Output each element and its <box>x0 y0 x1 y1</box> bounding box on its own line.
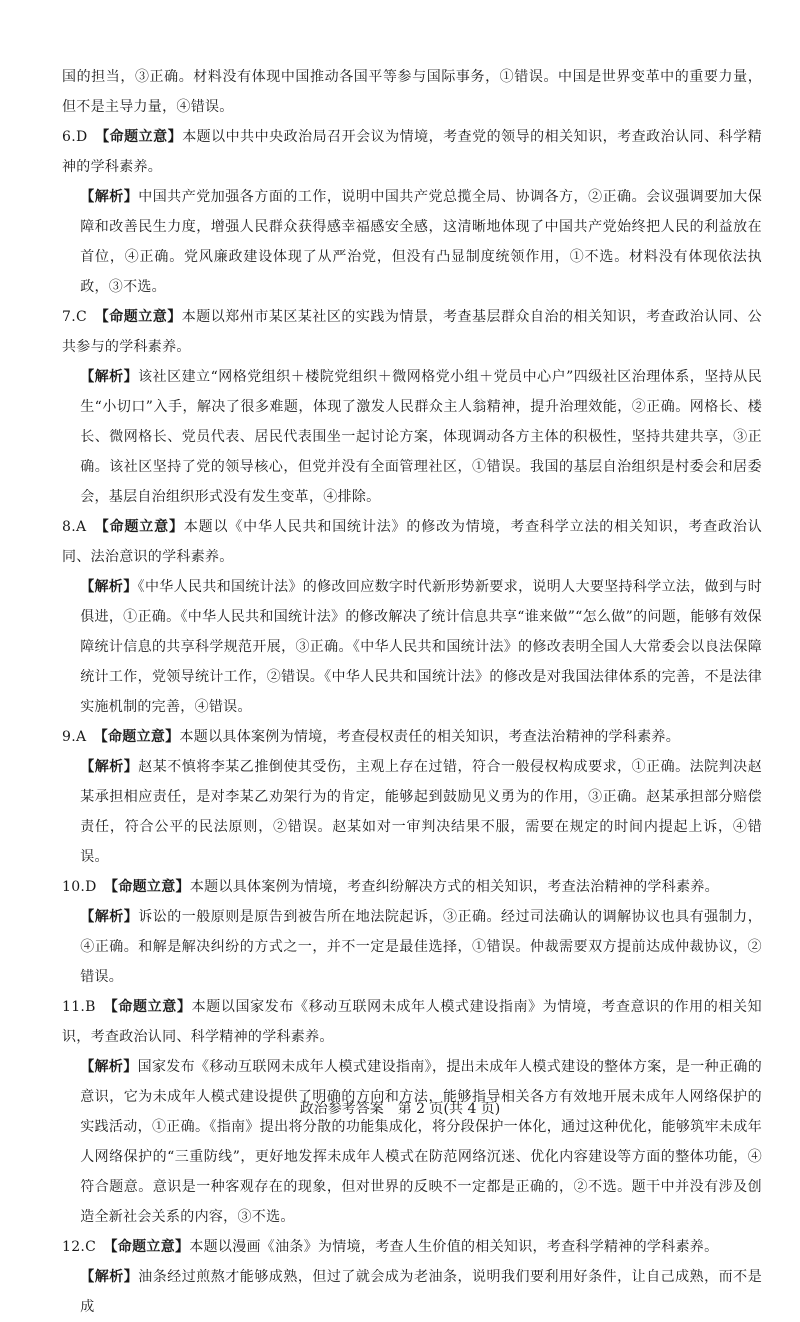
question-header <box>62 512 762 572</box>
answer-item-8 <box>62 512 762 722</box>
intent-tag: 【命题立意】 <box>102 129 183 145</box>
answer-item-7 <box>62 302 762 512</box>
answer-page <box>62 62 762 1322</box>
analysis <box>62 362 762 512</box>
answer-item-10 <box>62 872 762 992</box>
question-number: 11.B <box>62 999 96 1015</box>
analysis <box>62 752 762 872</box>
analysis-tag: 【解析】 <box>80 1059 138 1075</box>
intent-text: 本题以具体案例为情境，考查纠纷解决方式的相关知识，考查法治精神的学科素养。 <box>189 879 719 895</box>
answer-item-6 <box>62 122 762 302</box>
question-header <box>62 872 762 902</box>
answer-item-12 <box>62 1232 762 1322</box>
question-header <box>62 122 762 182</box>
analysis <box>62 1262 762 1322</box>
question-header <box>62 992 762 1052</box>
analysis-tag: 【解析】 <box>80 369 139 385</box>
analysis-text: 中国共产党加强各方面的工作，说明中国共产党总揽全局、协调各方，②正确。会议强调要加大保障和改善民生力度，增强人民群众获得感幸福感安全感，这清晰地体现了中国共产党始终把人民的利益放在首位，④正确。党风廉政建设体现了从严治党，但没有凸显制度统领作用，①不选。材料没有体现依法执政，③不选。 <box>80 189 762 295</box>
analysis-text: 该社区建立“网格党组织＋楼院党组织＋微网格党小组＋党员中心户”四级社区治理体系，坚持从民生“小切口”入手，解决了很多难题，体现了激发人民群众主人翁精神，提升治理效能，②正确。网格长、楼长、微网格长、党员代表、居民代表围坐一起讨论方案，体现调动各方主体的积极性，坚持共建共享，③正确。该社区坚持了党的领导核心，但党并没有全面管理社区，①错误。我国的基层自治组织是村委会和居委会，基层自治组织形式没有发生变革，④排除。 <box>80 369 763 505</box>
analysis <box>62 902 762 992</box>
intro-paragraph: 国的担当，③正确。材料没有体现中国推动各国平等参与国际事务，①错误。中国是世界变革中的重要力量，但不是主导力量，④错误。 <box>62 69 762 115</box>
analysis-text: 油条经过煎熬才能够成熟，但过了就会成为老油条，说明我们要利用好条件，让自己成熟，而不是成 <box>80 1269 762 1315</box>
analysis-text: 《中华人民共和国统计法》的修改回应数字时代新形势新要求，说明人大要坚持科学立法，做到与时俱进，①正确。《中华人民共和国统计法》的修改解决了统计信息共享“谁来做”“怎么做”的问题，能够有效保障统计信息的共享科学规范开展，③正确。《中华人民共和国统计法》的修改表明全国人大常委会以良法保障统计工作，党领导统计工作，②错误。《中华人民共和国统计法》的修改是对我国法律体系的完善，不是法律实施机制的完善，④错误。 <box>80 579 762 715</box>
intent-tag: 【命题立意】 <box>100 729 180 745</box>
page-footer: 政治参考答案 第 2 页(共 4 页) <box>299 1101 501 1117</box>
intent-tag: 【命题立意】 <box>101 309 182 325</box>
analysis-tag: 【解析】 <box>80 759 139 775</box>
question-number: 12.C <box>62 1239 97 1255</box>
analysis-text: 诉讼的一般原则是原告到被告所在地法院起诉，③正确。经过司法确认的调解协议也具有强制力，④正确。和解是解决纠纷的方式之一，并不一定是最佳选择，①错误。仲裁需要双方提前达成仲裁协议，②错误。 <box>80 909 762 985</box>
question-number: 9.A <box>62 729 87 745</box>
analysis <box>62 1052 762 1232</box>
intent-text: 本题以《中华人民共和国统计法》的修改为情境，考查科学立法的相关知识，考查政治认同、法治意识的学科素养。 <box>62 519 762 565</box>
question-number: 6.D <box>62 129 88 145</box>
analysis-tag: 【解析】 <box>80 909 139 925</box>
intent-tag: 【命题立意】 <box>110 1239 190 1255</box>
intent-tag: 【命题立意】 <box>111 879 190 895</box>
intent-text: 本题以国家发布《移动互联网未成年人模式建设指南》为情境，考查意识的作用的相关知识，考查政治认同、科学精神的学科素养。 <box>62 999 762 1045</box>
intent-tag: 【命题立意】 <box>101 519 184 535</box>
analysis <box>62 572 762 722</box>
question-header <box>62 1232 762 1262</box>
question-header <box>62 722 762 752</box>
question-number: 10.D <box>62 879 97 895</box>
analysis-tag: 【解析】 <box>80 189 139 205</box>
answer-item-9 <box>62 722 762 872</box>
intent-text: 本题以中共中央政治局召开会议为情境，考查党的领导的相关知识，考查政治认同、科学精神的学科素养。 <box>62 129 762 175</box>
analysis-text: 国家发布《移动互联网未成年人模式建设指南》，提出未成年人模式建设的整体方案，是一种正确的意识，它为未成年人模式建设提供了明确的方向和方法，能够指导相关各方有效地开展未成年人网络保护的实践活动，①正确。《指南》提出将分散的功能集成化，将分段保护一体化，通过这种优化，能够筑牢未成年人网络保护的“三重防线”，更好地发挥未成年人模式在防范网络沉迷、优化内容建设等方面的整体功能，④符合题意。意识是一种客观存在的现象，但对世界的反映不一定都是正确的，②不选。题干中并没有涉及创造全新社会关系的内容，③不选。 <box>80 1059 762 1225</box>
intent-text: 本题以具体案例为情境，考查侵权责任的相关知识，考查法治精神的学科素养。 <box>179 729 680 745</box>
intent-text: 本题以郑州市某区某社区的实践为情景，考查基层群众自治的相关知识，考查政治认同、公共参与的学科素养。 <box>62 309 762 355</box>
analysis-tag: 【解析】 <box>80 1269 139 1285</box>
analysis-tag: 【解析】 <box>80 579 138 595</box>
question-header <box>62 302 762 362</box>
question-number: 8.A <box>62 519 87 535</box>
analysis-text: 赵某不慎将李某乙推倒使其受伤，主观上存在过错，符合一般侵权构成要求，①正确。法院判决赵某承担相应责任，是对李某乙劝架行为的肯定，能够起到鼓励见义勇为的作用，③正确。赵某承担部分赔偿责任，符合公平的民法原则，②错误。赵某如对一审判决结果不服，需要在规定的时间内提起上诉，④错误。 <box>80 759 762 865</box>
intent-text: 本题以漫画《油条》为情境，考查人生价值的相关知识，考查科学精神的学科素养。 <box>189 1239 719 1255</box>
question-number: 7.C <box>62 309 87 325</box>
intent-tag: 【命题立意】 <box>110 999 192 1015</box>
analysis <box>62 182 762 302</box>
